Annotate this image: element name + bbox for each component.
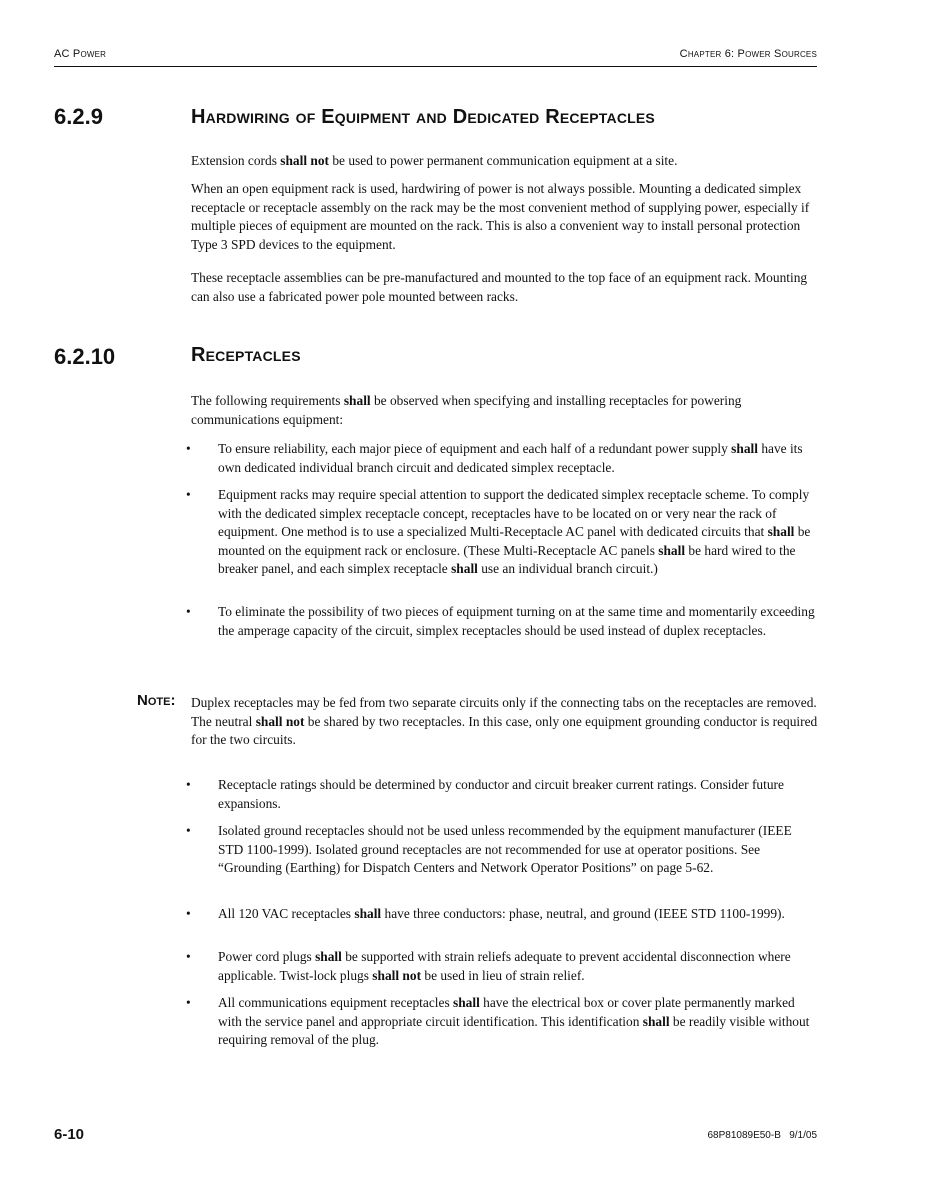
- running-header-left: AC Power: [54, 48, 107, 60]
- section-number-629: 6.2.9: [54, 104, 103, 129]
- page-number: 6-10: [54, 1126, 85, 1143]
- list-item: • Receptacle ratings should be determined by conductor and circuit breaker current ratings. Consider future expansions.: [186, 777, 784, 811]
- paragraph-receptacle-assemblies: These receptacle assemblies can be pre-manufactured and mounted to the top face of an equipment rack. Mounting can also use a fabricated power pole mounted between racks.: [191, 270, 808, 304]
- list-item: • To eliminate the possibility of two pieces of equipment turning on at the same time and momentarily exceeding the amperage capacity of the circuit, simplex receptacles should be used instead of duplex receptacles.: [186, 604, 815, 638]
- bullet-icon: •: [186, 995, 191, 1010]
- bullet-icon: •: [186, 823, 191, 838]
- document-id: 68P81089E50-B 9/1/05: [707, 1130, 817, 1141]
- section-title-629: Hardwiring of Equipment and Dedicated Receptacles: [191, 106, 655, 128]
- section-title-6210: Receptacles: [191, 344, 301, 366]
- paragraph-extension-cords: Extension cords shall not be used to power permanent communication equipment at a site.: [191, 153, 678, 168]
- note-text: Duplex receptacles may be fed from two separate circuits only if the connecting tabs on the receptacles are removed. The neutral shall not be shared by two receptacles. In this case, only one equipment grounding conductor is required for the two circuits.: [191, 695, 818, 747]
- bullet-icon: •: [186, 777, 191, 792]
- bullet-icon: •: [186, 487, 191, 502]
- header-rule: [54, 66, 817, 67]
- note-label: Note:: [137, 692, 176, 709]
- bullet-icon: •: [186, 604, 191, 619]
- list-item: • To ensure reliability, each major piece of equipment and each half of a redundant power supply shall have its own dedicated individual branch circuit and dedicated simplex receptacle.: [186, 441, 803, 475]
- list-item: • Isolated ground receptacles should not be used unless recommended by the equipment manufacturer (IEEE STD 1100-1999). Isolated ground receptacles are not recommended for use at operator positions. See “Grounding (Earthing) for Dispatch Centers and Network Operator Positions” on page 5-62.: [186, 823, 792, 875]
- list-item: • Power cord plugs shall be supported with strain reliefs adequate to prevent accidental disconnection where applicable. Twist-lock plugs shall not be used in lieu of strain relief.: [186, 949, 791, 983]
- bullet-icon: •: [186, 949, 191, 964]
- paragraph-open-rack: When an open equipment rack is used, hardwiring of power is not always possible. Mounting a dedicated simplex receptacle or receptacle assembly on the rack may be the most convenient method of supplying power, especially if multiple pieces of equipment are mounted on the rack. This is also a convenient way to install personal protection Type 3 SPD devices to the equipment.: [191, 181, 810, 252]
- list-item: • Equipment racks may require special attention to support the dedicated simplex receptacle scheme. To comply with the dedicated simplex receptacle concept, receptacles have to be located on or very near the rack of equipment. One method is to use a specialized Multi-Receptacle AC panel with dedicated circuits that shall be mounted on the equipment rack or enclosure. (These Multi-Receptacle AC panels shall be hard wired to the breaker panel, and each simplex receptacle shall use an individual branch circuit.): [186, 487, 811, 576]
- list-item: • All 120 VAC receptacles shall have three conductors: phase, neutral, and ground (IEEE STD 1100-1999).: [191, 905, 821, 924]
- section-number-6210: 6.2.10: [54, 344, 116, 369]
- bullet-icon: •: [186, 906, 191, 921]
- list-item: • All communications equipment receptacles shall have the electrical box or cover plate permanently marked with the service panel and appropriate circuit identification. This identification shall be readily visible without requiring removal of the plug.: [186, 995, 810, 1047]
- paragraph-requirements-intro: The following requirements shall be observed when specifying and installing receptacles for powering communications equipment:: [191, 393, 742, 427]
- running-header-right: Chapter 6: Power Sources: [679, 48, 817, 60]
- bullet-icon: •: [186, 441, 191, 456]
